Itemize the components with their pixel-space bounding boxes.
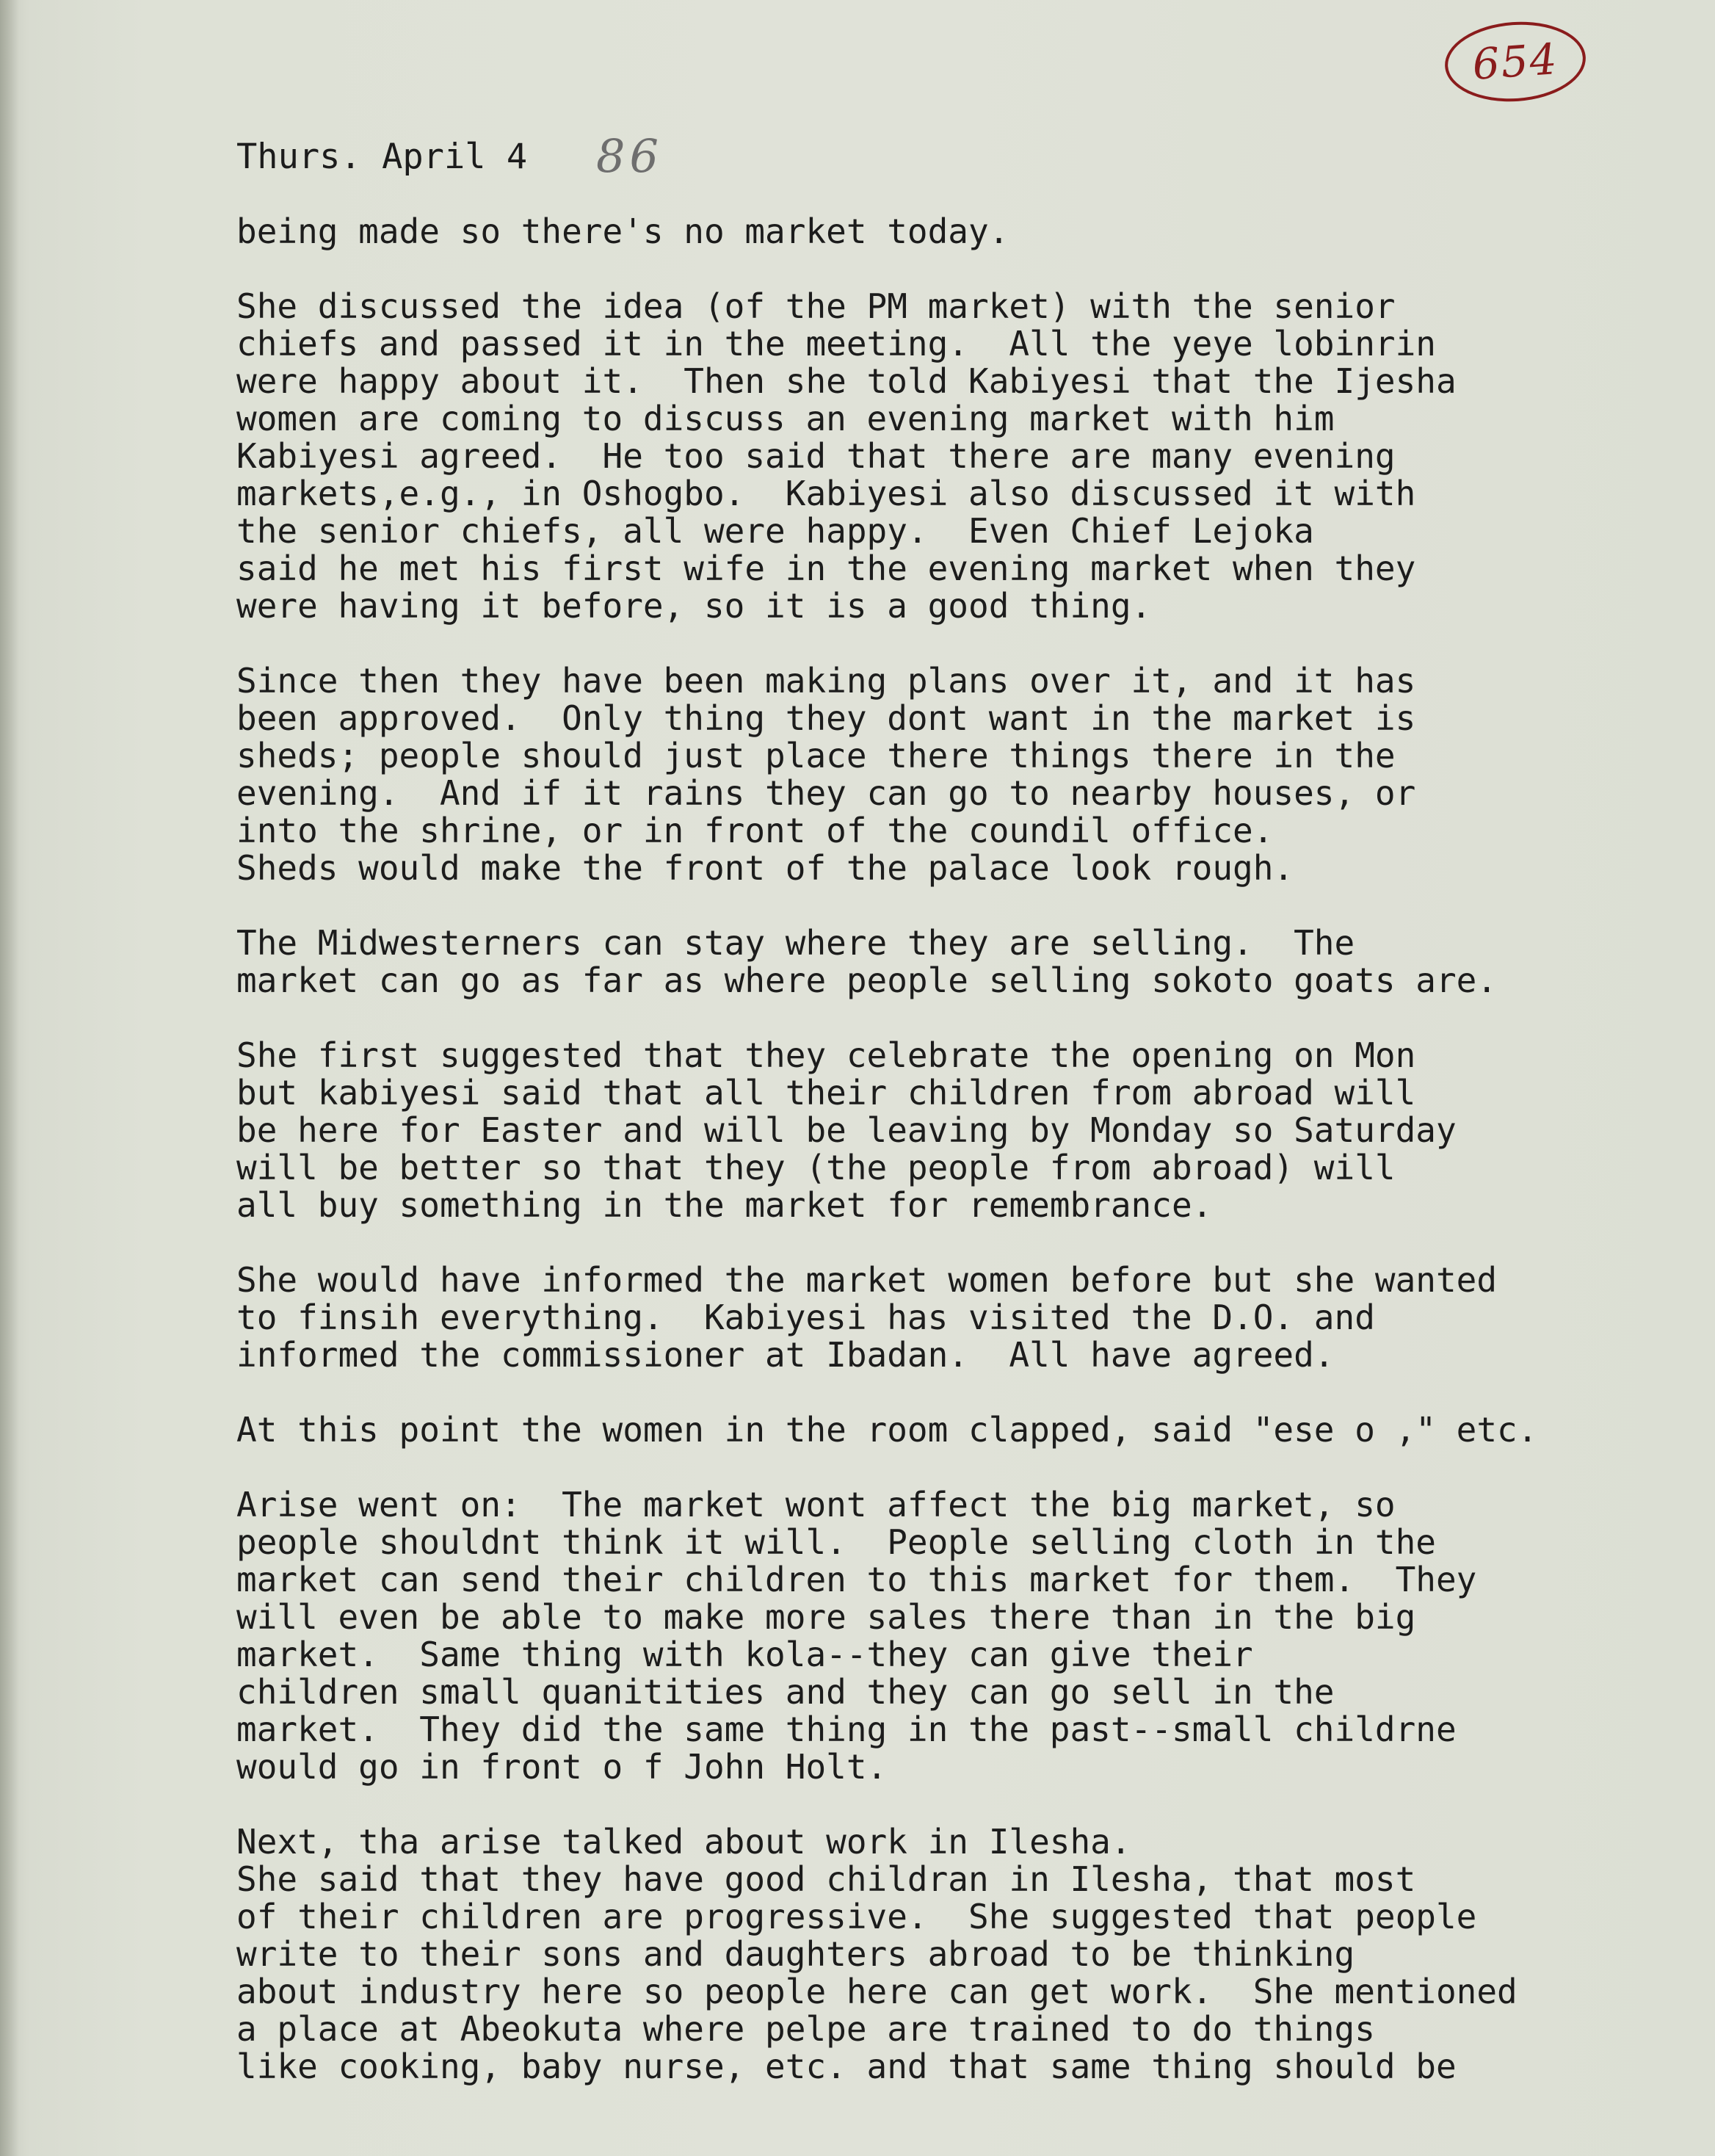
text-line: sheds; people should just place there things there in the	[236, 736, 1396, 775]
paragraph	[236, 1823, 1675, 2086]
text-line: would go in front o f John Holt.	[236, 1747, 888, 1787]
text-line: into the shrine, or in front of the coundil office.	[236, 811, 1274, 850]
paragraph	[236, 288, 1675, 625]
text-line: will even be able to make more sales there than in the big	[236, 1597, 1416, 1637]
text-line: said he met his first wife in the evening market when they	[236, 549, 1416, 588]
text-line: be here for Easter and will be leaving by Monday so Saturday	[236, 1110, 1457, 1150]
text-line: all buy something in the market for remembrance.	[236, 1185, 1213, 1225]
paragraph	[236, 1262, 1675, 1374]
text-line: market can go as far as where people selling sokoto goats are.	[236, 961, 1498, 1000]
text-line: The Midwesterners can stay where they are selling. The	[236, 923, 1355, 963]
paragraph-gap	[236, 250, 1675, 288]
text-line: people shouldnt think it will. People selling cloth in the	[236, 1522, 1436, 1562]
paragraph	[236, 1486, 1675, 1786]
text-line: evening. And if it rains they can go to nearby houses, or	[236, 773, 1416, 813]
paragraph	[236, 662, 1675, 887]
text-line: market. Same thing with kola--they can give their	[236, 1635, 1253, 1674]
paragraph-gap	[236, 999, 1675, 1037]
date-line: Thurs. April 4	[236, 137, 528, 177]
text-line: She said that they have good childran in Ilesha, that most	[236, 1859, 1416, 1899]
text-line: but kabiyesi said that all their children from abroad will	[236, 1073, 1416, 1113]
text-line: being made so there's no market today.	[236, 211, 1009, 251]
text-line: She discussed the idea (of the PM market) with the senior	[236, 286, 1396, 326]
paragraph	[236, 213, 1675, 250]
page-number: 654	[1471, 34, 1560, 90]
paragraph-gap	[236, 1449, 1675, 1486]
text-line: Kabiyesi agreed. He too said that there are many evening	[236, 436, 1396, 476]
text-line: to finsih everything. Kabiyesi has visited the D.O. and	[236, 1298, 1375, 1337]
text-line: Arise went on: The market wont affect the big market, so	[236, 1485, 1396, 1524]
paragraph-gap	[236, 1786, 1675, 1823]
text-line: women are coming to discuss an evening market with him	[236, 399, 1335, 438]
text-line: Since then they have been making plans over it, and it has	[236, 661, 1416, 701]
text-line: were happy about it. Then she told Kabiyesi that the Ijesha	[236, 361, 1457, 401]
text-line: were having it before, so it is a good thing.	[236, 586, 1152, 626]
text-line: She would have informed the market women before but she wanted	[236, 1260, 1498, 1300]
page-edge-shadow	[0, 0, 19, 2156]
text-line: been approved. Only thing they dont want in the market is	[236, 698, 1416, 738]
text-line: like cooking, baby nurse, etc. and that same thing should be	[236, 2047, 1457, 2086]
text-line: write to their sons and daughters abroad to be thinking	[236, 1934, 1355, 1974]
text-line: informed the commissioner at Ibadan. All have agreed.	[236, 1335, 1335, 1375]
text-line: She first suggested that they celebrate the opening on Mon	[236, 1035, 1416, 1075]
text-line: will be better so that they (the people from abroad) will	[236, 1148, 1396, 1187]
text-line: At this point the women in the room clapped, said "ese o ," etc.	[236, 1410, 1538, 1450]
text-line: about industry here so people here can get work. She mentioned	[236, 1972, 1518, 2011]
text-line: the senior chiefs, all were happy. Even Chief Lejoka	[236, 511, 1314, 551]
text-line: Next, tha arise talked about work in Ilesha.	[236, 1822, 1131, 1862]
text-line: of their children are progressive. She suggested that people	[236, 1897, 1477, 1936]
handwritten-note: 86	[596, 129, 663, 183]
text-line: chiefs and passed it in the meeting. All the yeye lobinrin	[236, 324, 1436, 363]
text-line: markets,e.g., in Oshogbo. Kabiyesi also discussed it with	[236, 474, 1416, 513]
paragraph	[236, 1411, 1675, 1449]
body-text	[236, 213, 1675, 2086]
paragraph	[236, 925, 1675, 999]
text-line: a place at Abeokuta where pelpe are trained to do things	[236, 2009, 1375, 2049]
paragraph-gap	[236, 625, 1675, 662]
text-line: market can send their children to this market for them. They	[236, 1560, 1477, 1599]
text-line: Sheds would make the front of the palace look rough.	[236, 848, 1294, 888]
page-number-circle	[1442, 17, 1588, 106]
text-line: market. They did the same thing in the past--small childrne	[236, 1710, 1457, 1749]
paragraph-gap	[236, 1374, 1675, 1411]
text-line: children small quanitities and they can go sell in the	[236, 1672, 1335, 1712]
paragraph	[236, 1037, 1675, 1224]
paragraph-gap	[236, 887, 1675, 925]
paragraph-gap	[236, 1224, 1675, 1262]
